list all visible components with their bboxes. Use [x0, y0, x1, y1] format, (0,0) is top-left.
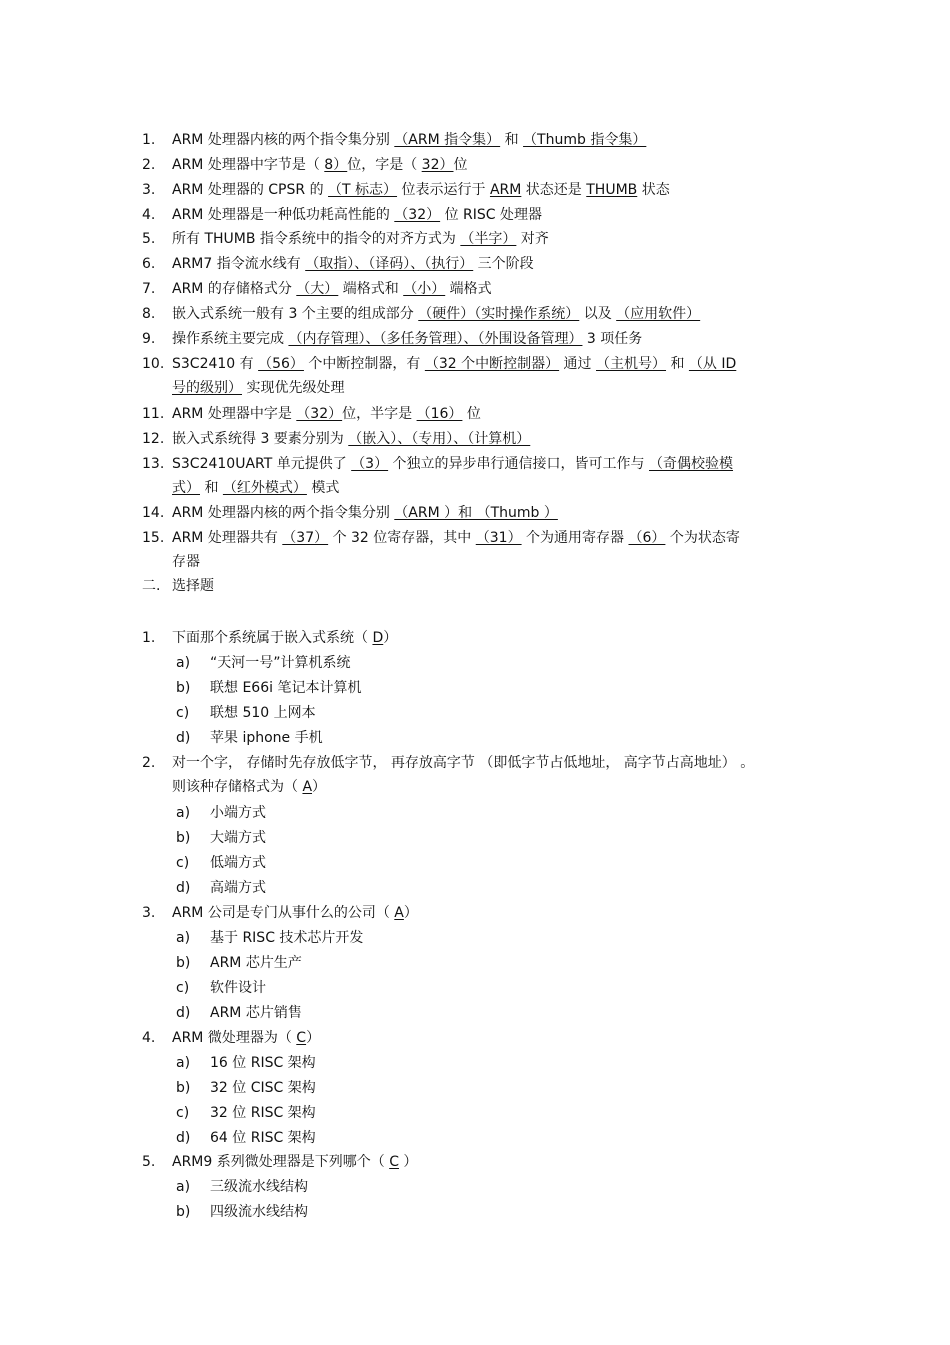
answer-blank: （内存管理）、（多任务管理）、（外围设备管理） — [288, 331, 583, 347]
question-text — [172, 455, 733, 473]
option-text: 基于 RISC 技术芯片开发 — [210, 930, 364, 946]
question-number: 4. — [142, 1030, 156, 1046]
option-label: a) — [176, 1055, 191, 1071]
option-label: a) — [176, 805, 191, 821]
answer-blank: 8） — [324, 157, 348, 173]
text-segment: ） — [398, 1154, 418, 1170]
text-segment: ARM 的存储格式分 — [172, 281, 297, 297]
text-segment: 操作系统主要完成 — [172, 331, 289, 347]
question-text — [172, 280, 492, 298]
option-text: 软件设计 — [210, 980, 266, 996]
text-segment: 位，字是（ — [347, 157, 422, 173]
section-title: 选择题 — [172, 578, 214, 594]
answer-blank: （32 个中断控制器） — [424, 356, 560, 372]
question-number: 3. — [142, 182, 156, 198]
text-segment: S3C2410 有 — [172, 356, 259, 372]
answer-blank: （37） — [282, 530, 329, 546]
answer-blank: （大） — [296, 281, 339, 297]
text-segment: 对齐 — [516, 231, 549, 247]
question-text — [172, 330, 642, 348]
option-text: 高端方式 — [210, 880, 266, 896]
text-segment: 和 — [666, 356, 689, 372]
option-text: 32 位 RISC 架构 — [210, 1105, 316, 1121]
question-text — [172, 206, 542, 224]
answer-blank: D — [372, 630, 384, 646]
option-label: c) — [176, 980, 190, 996]
text-segment: 端格式 — [445, 281, 492, 297]
question-text — [172, 629, 397, 647]
answer-blank: （从 ID — [688, 356, 737, 372]
text-segment: ARM 处理器中字节是（ — [172, 157, 325, 173]
option-text: ARM 芯片销售 — [210, 1005, 302, 1021]
option-label: a) — [176, 655, 191, 671]
question-text — [172, 778, 326, 796]
text-segment: 存器 — [172, 554, 200, 570]
text-segment: ARM 处理器的 CPSR 的 — [172, 182, 329, 198]
text-segment: S3C2410UART 单元提供了 — [172, 456, 352, 472]
question-number: 10. — [142, 356, 165, 372]
question-number: 5. — [142, 1154, 156, 1170]
question-number: 12. — [142, 431, 165, 447]
text-segment: 嵌入式系统一般有 3 个主要的组成部分 — [172, 306, 419, 322]
answer-blank: （16） — [416, 406, 463, 422]
question-number: 9. — [142, 331, 156, 347]
section-number: 二. — [142, 578, 161, 594]
text-segment: 状态还是 — [521, 182, 587, 198]
answer-blank: （32） — [296, 406, 343, 422]
question-text — [172, 230, 549, 248]
answer-blank: （小） — [403, 281, 446, 297]
option-label: b) — [176, 680, 191, 696]
question-text — [172, 305, 700, 323]
option-text: 三级流水线结构 — [210, 1179, 308, 1195]
question-text — [172, 131, 646, 149]
question-text — [172, 479, 339, 497]
answer-blank: （T 标志） — [328, 182, 398, 198]
text-segment: ARM 处理器共有 — [172, 530, 283, 546]
question-text — [172, 355, 736, 373]
answer-blank: （红外模式） — [222, 480, 307, 496]
answer-blank: （奇偶校验模 — [649, 456, 734, 472]
option-text: 16 位 RISC 架构 — [210, 1055, 316, 1071]
option-text: 联想 E66i 笔记本计算机 — [210, 680, 362, 696]
question-number: 13. — [142, 456, 165, 472]
answer-blank: THUMB — [586, 182, 638, 198]
question-number: 2. — [142, 157, 156, 173]
text-segment: ） — [306, 1030, 321, 1046]
option-label: a) — [176, 1179, 191, 1195]
text-segment: ARM 微处理器为（ — [172, 1030, 297, 1046]
text-segment: 三个阶段 — [473, 256, 534, 272]
option-label: b) — [176, 1204, 191, 1220]
question-number: 4. — [142, 207, 156, 223]
question-number: 8. — [142, 306, 156, 322]
question-text — [172, 255, 534, 273]
text-segment: 个独立的异步串行通信接口，皆可工作与 — [388, 456, 650, 472]
option-label: b) — [176, 955, 191, 971]
text-segment: 所有 THUMB 指令系统中的指令的对齐方式为 — [172, 231, 461, 247]
text-segment: 模式 — [306, 480, 340, 496]
option-text: 32 位 CISC 架构 — [210, 1080, 316, 1096]
text-segment: 下面那个系统属于嵌入式系统（ — [172, 630, 373, 646]
question-number: 1. — [142, 630, 156, 646]
option-text: “天河一号”计算机系统 — [210, 655, 351, 671]
answer-blank: A — [394, 905, 404, 921]
answer-blank: （Thumb 指令集） — [523, 132, 647, 148]
text-segment: 对一个字， 存储时先存放低字节， 再存放高字节 （即低字节占低地址， 高字节占高地址） 。 — [172, 755, 755, 771]
answer-blank: 式） — [172, 480, 200, 496]
answer-blank: （6） — [628, 530, 666, 546]
question-number: 15. — [142, 530, 165, 546]
text-segment: 端格式和 — [338, 281, 404, 297]
text-segment: 3 项任务 — [582, 331, 643, 347]
question-number: 1. — [142, 132, 156, 148]
option-text: 苹果 iphone 手机 — [210, 730, 323, 746]
option-text: 大端方式 — [210, 830, 266, 846]
option-text: 联想 510 上网本 — [210, 705, 316, 721]
option-label: d) — [176, 730, 191, 746]
question-number: 7. — [142, 281, 156, 297]
answer-blank: 32） — [421, 157, 454, 173]
text-segment: ARM 处理器中字是 — [172, 406, 297, 422]
text-segment: 个中断控制器，有 — [303, 356, 425, 372]
question-text — [172, 405, 481, 423]
question-text — [172, 504, 558, 522]
answer-blank: （31） — [475, 530, 522, 546]
option-text: ARM 芯片生产 — [210, 955, 302, 971]
question-number: 5. — [142, 231, 156, 247]
question-text — [172, 1029, 320, 1047]
text-segment: 个为通用寄存器 — [521, 530, 629, 546]
option-label: a) — [176, 930, 191, 946]
answer-blank: （嵌入）、（专用）、（计算机） — [348, 431, 531, 447]
text-segment: ） — [312, 779, 327, 795]
text-segment: 位 — [462, 406, 481, 422]
text-segment: 和 — [500, 132, 524, 148]
text-segment: ） — [383, 630, 398, 646]
question-number: 3. — [142, 905, 156, 921]
text-segment: 状态 — [637, 182, 670, 198]
text-segment: ARM9 系列微处理器是下列哪个（ — [172, 1154, 390, 1170]
text-segment: ARM 公司是专门从事什么的公司（ — [172, 905, 395, 921]
answer-blank: 号的级别） — [172, 380, 242, 396]
answer-blank: （硬件）（实时操作系统） — [418, 306, 580, 322]
text-segment: 位 RISC 处理器 — [440, 207, 542, 223]
answer-blank: （主机号） — [596, 356, 667, 372]
text-segment: ARM 处理器内核的两个指令集分别 — [172, 132, 395, 148]
option-text: 小端方式 — [210, 805, 266, 821]
text-segment: 位，半字是 — [342, 406, 417, 422]
text-segment: 实现优先级处理 — [242, 380, 345, 396]
option-text: 低端方式 — [210, 855, 266, 871]
text-segment: 通过 — [559, 356, 597, 372]
question-text — [172, 754, 754, 772]
text-segment: ARM7 指令流水线有 — [172, 256, 306, 272]
option-label: c) — [176, 855, 190, 871]
text-segment: ARM 处理器内核的两个指令集分别 — [172, 505, 395, 521]
question-number: 14. — [142, 505, 165, 521]
answer-blank: （32） — [394, 207, 441, 223]
answer-blank: （取指）、（译码）、（执行） — [305, 256, 474, 272]
text-segment: 位 — [453, 157, 468, 173]
text-segment: 嵌入式系统得 3 要素分别为 — [172, 431, 349, 447]
option-label: b) — [176, 830, 191, 846]
question-text — [172, 181, 670, 199]
answer-blank: （应用软件） — [616, 306, 701, 322]
text-segment: ARM 处理器是一种低功耗高性能的 — [172, 207, 395, 223]
answer-blank: （ARM ）和 （Thumb ） — [394, 505, 558, 521]
answer-blank: （3） — [351, 456, 389, 472]
question-number: 2. — [142, 755, 156, 771]
question-text — [172, 1153, 417, 1171]
option-label: d) — [176, 880, 191, 896]
answer-blank: （半字） — [460, 231, 517, 247]
text-segment: 个 32 位寄存器，其中 — [328, 530, 476, 546]
answer-blank: ARM — [489, 182, 522, 198]
answer-blank: A — [302, 779, 313, 795]
option-label: d) — [176, 1005, 191, 1021]
question-text — [172, 430, 530, 448]
text-segment: 个为状态寄 — [665, 530, 740, 546]
option-label: c) — [176, 705, 190, 721]
option-label: b) — [176, 1080, 191, 1096]
option-label: d) — [176, 1130, 191, 1146]
option-text: 64 位 RISC 架构 — [210, 1130, 316, 1146]
question-text — [172, 553, 200, 571]
question-text — [172, 529, 740, 547]
answer-blank: C — [296, 1030, 307, 1046]
answer-blank: C — [389, 1154, 399, 1170]
question-text — [172, 379, 344, 397]
text-segment: ） — [403, 905, 418, 921]
text-segment: 和 — [200, 480, 223, 496]
question-number: 6. — [142, 256, 156, 272]
question-number: 11. — [142, 406, 165, 422]
text-segment: 以及 — [579, 306, 617, 322]
question-text — [172, 904, 418, 922]
answer-blank: （56） — [258, 356, 304, 372]
answer-blank: （ARM 指令集） — [394, 132, 501, 148]
option-text: 四级流水线结构 — [210, 1204, 308, 1220]
text-segment: 位表示运行于 — [397, 182, 490, 198]
question-text — [172, 156, 468, 174]
option-label: c) — [176, 1105, 190, 1121]
text-segment: 则该种存储格式为（ — [172, 779, 303, 795]
